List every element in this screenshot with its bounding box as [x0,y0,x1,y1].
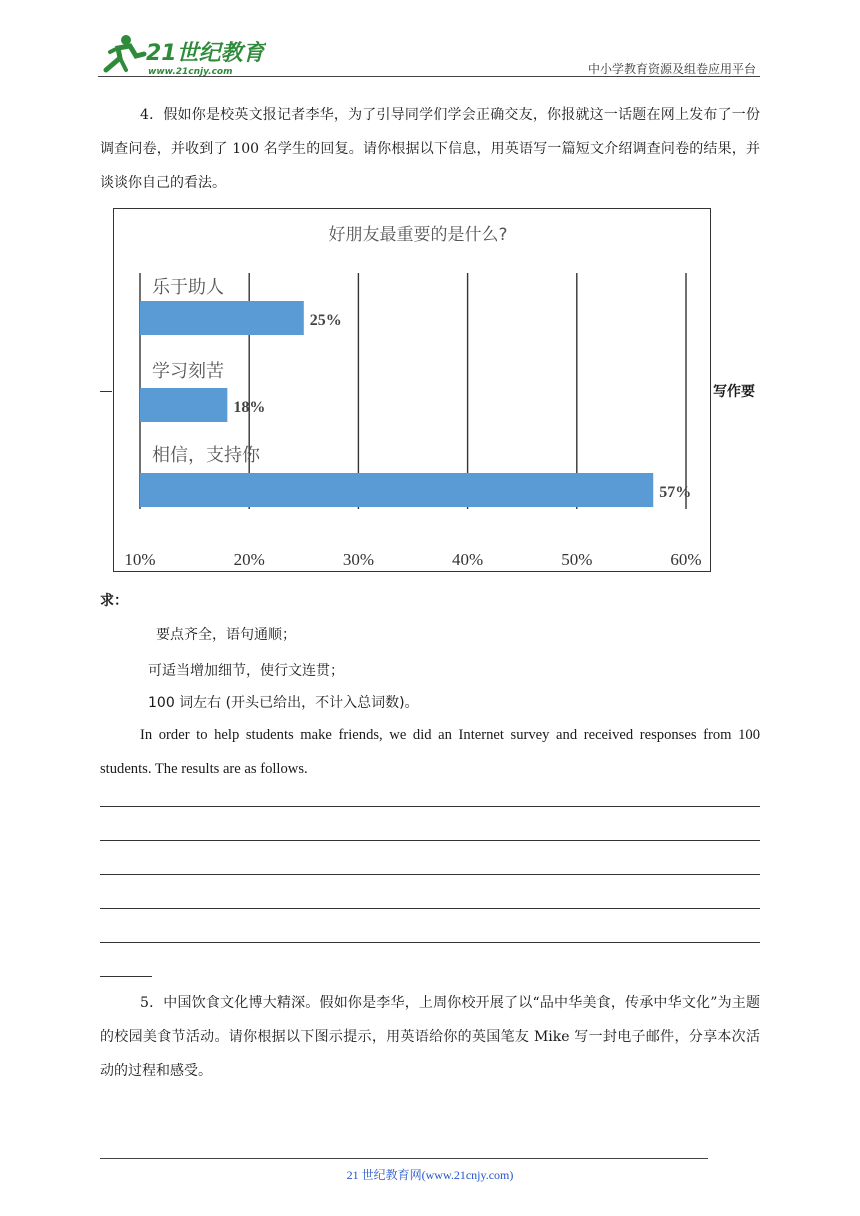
category-label: 乐于助人 [152,277,224,298]
bar-chart [114,209,710,571]
bar [140,301,304,335]
logo-url: www.21cnjy.com [148,67,233,77]
question-5-text: 5．中国饮食文化博大精深。假如你是李华，上周你校开展了以“品中华美食，传承中华文化”为主题的校园美食节活动。请你根据以下图示提示，用英语给你的英国笔友 Mike 写一封电子邮件，分享本次活动的过程和感受。 [100,995,760,1079]
answer-line[interactable] [100,942,760,943]
header-platform: 中小学教育资源及组卷应用平台 [587,62,756,76]
answer-line-end[interactable] [100,976,152,977]
footer-link[interactable]: 21 世纪教育网(www.21cnjy.com) [346,1168,514,1182]
x-tick-label: 10% [124,550,156,569]
category-label: 学习刻苦 [152,361,224,382]
logo-text: 21世纪教育 [146,41,265,66]
category-label: 相信，支持你 [152,445,260,466]
data-label: 25% [309,312,342,329]
x-tick-label: 30% [342,550,374,569]
answer-line[interactable] [100,908,760,909]
header-divider [98,76,760,77]
answer-line[interactable] [100,840,760,841]
bar [140,388,227,422]
chart-title: 好朋友最重要的是什么? [328,225,508,245]
data-label: 18% [233,399,266,416]
bar [140,473,653,507]
runner-icon [106,35,144,70]
site-logo [96,30,266,78]
requirement-3: 100 词左右 (开头已给出，不计入总词数)。 [148,695,419,711]
requirement-2: 可适当增加细节，使行文连贯； [148,663,344,679]
data-label: 57% [659,484,692,501]
question-4-text: 4．假如你是校英文报记者李华，为了引导同学们学会正确交友，你报就这一话题在网上发布了一份调查问卷，并收到了 100 名学生的回复。请你根据以下信息，用英语写一篇短文介绍调查问卷的结果，并谈谈你自己的看法。 [100,107,760,191]
answer-line[interactable] [100,806,760,807]
fragment-left: 求： [100,593,128,609]
fragment-dash [100,391,112,392]
x-tick-label: 40% [452,550,484,569]
x-tick-label: 60% [670,550,702,569]
x-tick-label: 50% [561,550,593,569]
requirement-1: 要点齐全，语句通顺； [156,627,296,643]
fragment-right: 写作要 [713,384,755,400]
x-tick-label: 20% [233,550,265,569]
footer-divider [100,1158,708,1159]
essay-opening: In order to help students make friends, we did an Internet survey and received responses from 100 students. The results are as follows. [100,727,760,777]
answer-line[interactable] [100,874,760,875]
